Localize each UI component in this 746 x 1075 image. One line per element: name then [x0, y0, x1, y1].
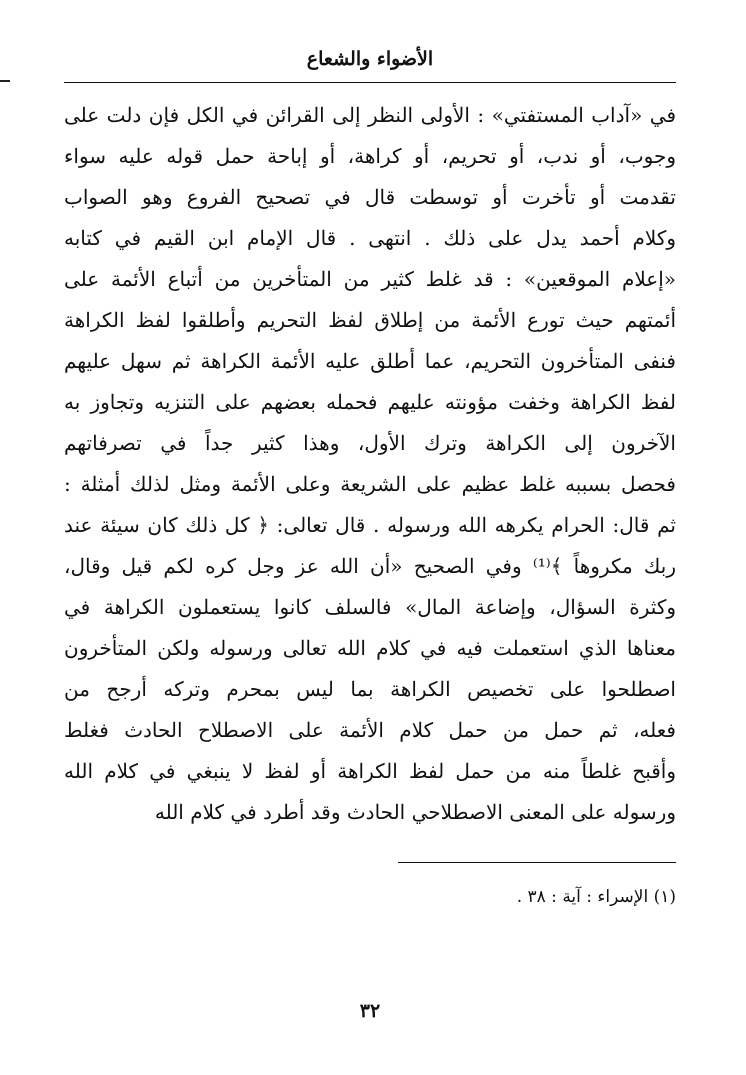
text-line: ثم قال: الحرام يكرهه الله ورسوله . قال تعالى: ﴿ كل ذلك كان سيئة عند — [64, 513, 676, 537]
page-number: ٣٢ — [359, 1000, 381, 1022]
text-line: تقدمت أو تأخرت أو توسطت قال في تصحيح الفروع وهو الصواب — [64, 185, 676, 209]
text-line: وكلام أحمد يدل على ذلك . انتهى . قال الإمام ابن القيم في كتابه — [64, 226, 676, 250]
text-line: وجوب، أو ندب، أو تحريم، أو كراهة، أو إباحة حمل قوله عليه سواء — [64, 144, 676, 168]
main-text — [64, 95, 676, 833]
text-line: وكثرة السؤال، وإضاعة المال» فالسلف كانوا يستعملون الكراهة في — [64, 595, 676, 619]
text-line: ربك مكروهاً ﴾⁽¹⁾ وفي الصحيح «أن الله عز وجل كره لكم قيل وقال، — [64, 554, 676, 578]
running-header: الأضواء والشعاع — [306, 48, 434, 70]
text-line: الآخرون إلى الكراهة وترك الأول، وهذا كثير جداً في تصرفاتهم — [64, 431, 676, 455]
header-rule — [64, 82, 676, 83]
text-line: فحصل بسببه غلط عظيم على الشريعة وعلى الأئمة ومثل لذلك أمثلة : — [64, 472, 676, 496]
text-line: اصطلحوا على تخصيص الكراهة بما ليس بمحرم وتركه أرجح من — [64, 677, 676, 701]
text-line: ورسوله على المعنى الاصطلاحي الحادث وقد أطرد في كلام الله — [154, 800, 676, 824]
text-line: وأقبح غلطاً منه من حمل لفظ الكراهة أو لفظ لا ينبغي في كلام الله — [64, 759, 676, 783]
margin-mark — [0, 80, 10, 82]
text-line: لفظ الكراهة وخفت مؤونته عليهم فحمله بعضهم على التنزيه وتجاوز به — [64, 390, 676, 414]
text-line: «إعلام الموقعين» : قد غلط كثير من المتأخرين من أتباع الأئمة على — [64, 267, 676, 291]
footnote-rule — [398, 862, 676, 863]
text-line: فعله، ثم حمل من حمل كلام الأئمة على الاصطلاح الحادث فغلط — [64, 718, 676, 742]
text-line: أئمتهم حيث تورع الأئمة من إطلاق لفظ التحريم وأطلقوا لفظ الكراهة — [64, 308, 676, 332]
footnote: (١) الإسراء : آية : ٣٨ . — [516, 887, 676, 907]
text-line: فنفى المتأخرون التحريم، عما أطلق عليه الأئمة الكراهة ثم سهل عليهم — [64, 349, 676, 373]
text-line: في «آداب المستفتي» : الأولى النظر إلى القرائن في الكل فإن دلت على — [64, 103, 676, 127]
text-line: معناها الذي استعملت فيه في كلام الله تعالى ورسوله ولكن المتأخرون — [64, 636, 676, 660]
